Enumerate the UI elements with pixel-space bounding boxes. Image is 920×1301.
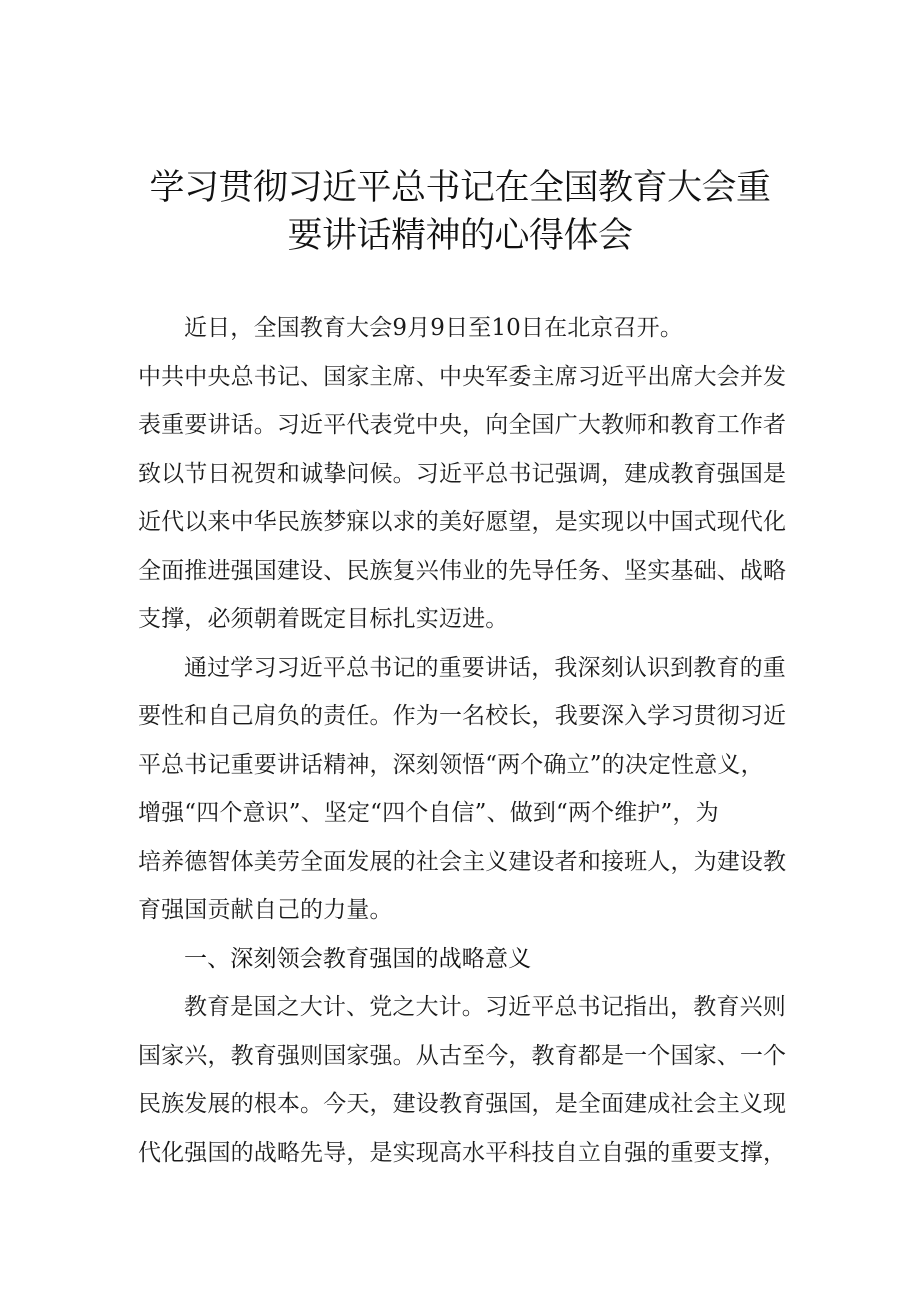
paragraph-2-line: 平总书记重要讲话精神，深刻领悟“两个确立”的决定性意义， — [138, 751, 764, 778]
paragraph-2-line: 要性和自己肩负的责任。作为一名校长，我要深入学习贯彻习近 — [138, 703, 786, 729]
paragraph-3-line: 代化强国的战略先导，是实现高水平科技自立自强的重要支撑， — [138, 1139, 786, 1166]
paragraph-1-line: 表重要讲话。习近平代表党中央，向全国广大教师和教育工作者 — [138, 412, 786, 438]
paragraph-2-line: 育强国贡献自己的力量。 — [138, 897, 393, 923]
document-body — [138, 304, 786, 1177]
paragraph-3-line: 国家兴，教育强则国家强。从古至今，教育都是一个国家、一个 — [138, 1042, 786, 1069]
section-heading: 一、深刻领会教育强国的战略意义 — [184, 945, 532, 972]
title-line-1: 学习贯彻习近平总书记在全国教育大会重 — [149, 168, 771, 208]
paragraph-2-line: 培养德智体美劳全面发展的社会主义建设者和接班人，为建设教 — [138, 848, 786, 875]
document-title — [130, 164, 790, 260]
title-line-2: 要讲话精神的心得体会 — [287, 216, 633, 256]
paragraph-1-line: 致以节日祝贺和诚挚问候。习近平总书记强调，建成教育强国是 — [138, 460, 786, 487]
paragraph-1-line: 中共中央总书记、国家主席、中央军委主席习近平出席大会并发 — [138, 363, 786, 390]
paragraph-2-line: 增强“四个意识”、坚定“四个自信”、做到“两个维护”，为 — [138, 800, 719, 826]
paragraph-2-line: 通过学习习近平总书记的重要讲话，我深刻认识到教育的重 — [184, 654, 786, 681]
paragraph-3-line: 教育是国之大计、党之大计。习近平总书记指出，教育兴则 — [184, 994, 786, 1020]
paragraph-1-line: 近代以来中华民族梦寐以求的美好愿望，是实现以中国式现代化 — [138, 509, 786, 535]
paragraph-3-line: 民族发展的根本。今天，建设教育强国，是全面建成社会主义现 — [138, 1091, 786, 1117]
paragraph-1-line: 全面推进强国建设、民族复兴伟业的先导任务、坚实基础、战略 — [138, 557, 786, 584]
paragraph-1-line: 近日，全国教育大会9月9日至10日在北京召开。 — [184, 315, 683, 341]
paragraph-1-line: 支撑，必须朝着既定目标扎实迈进。 — [138, 606, 509, 632]
